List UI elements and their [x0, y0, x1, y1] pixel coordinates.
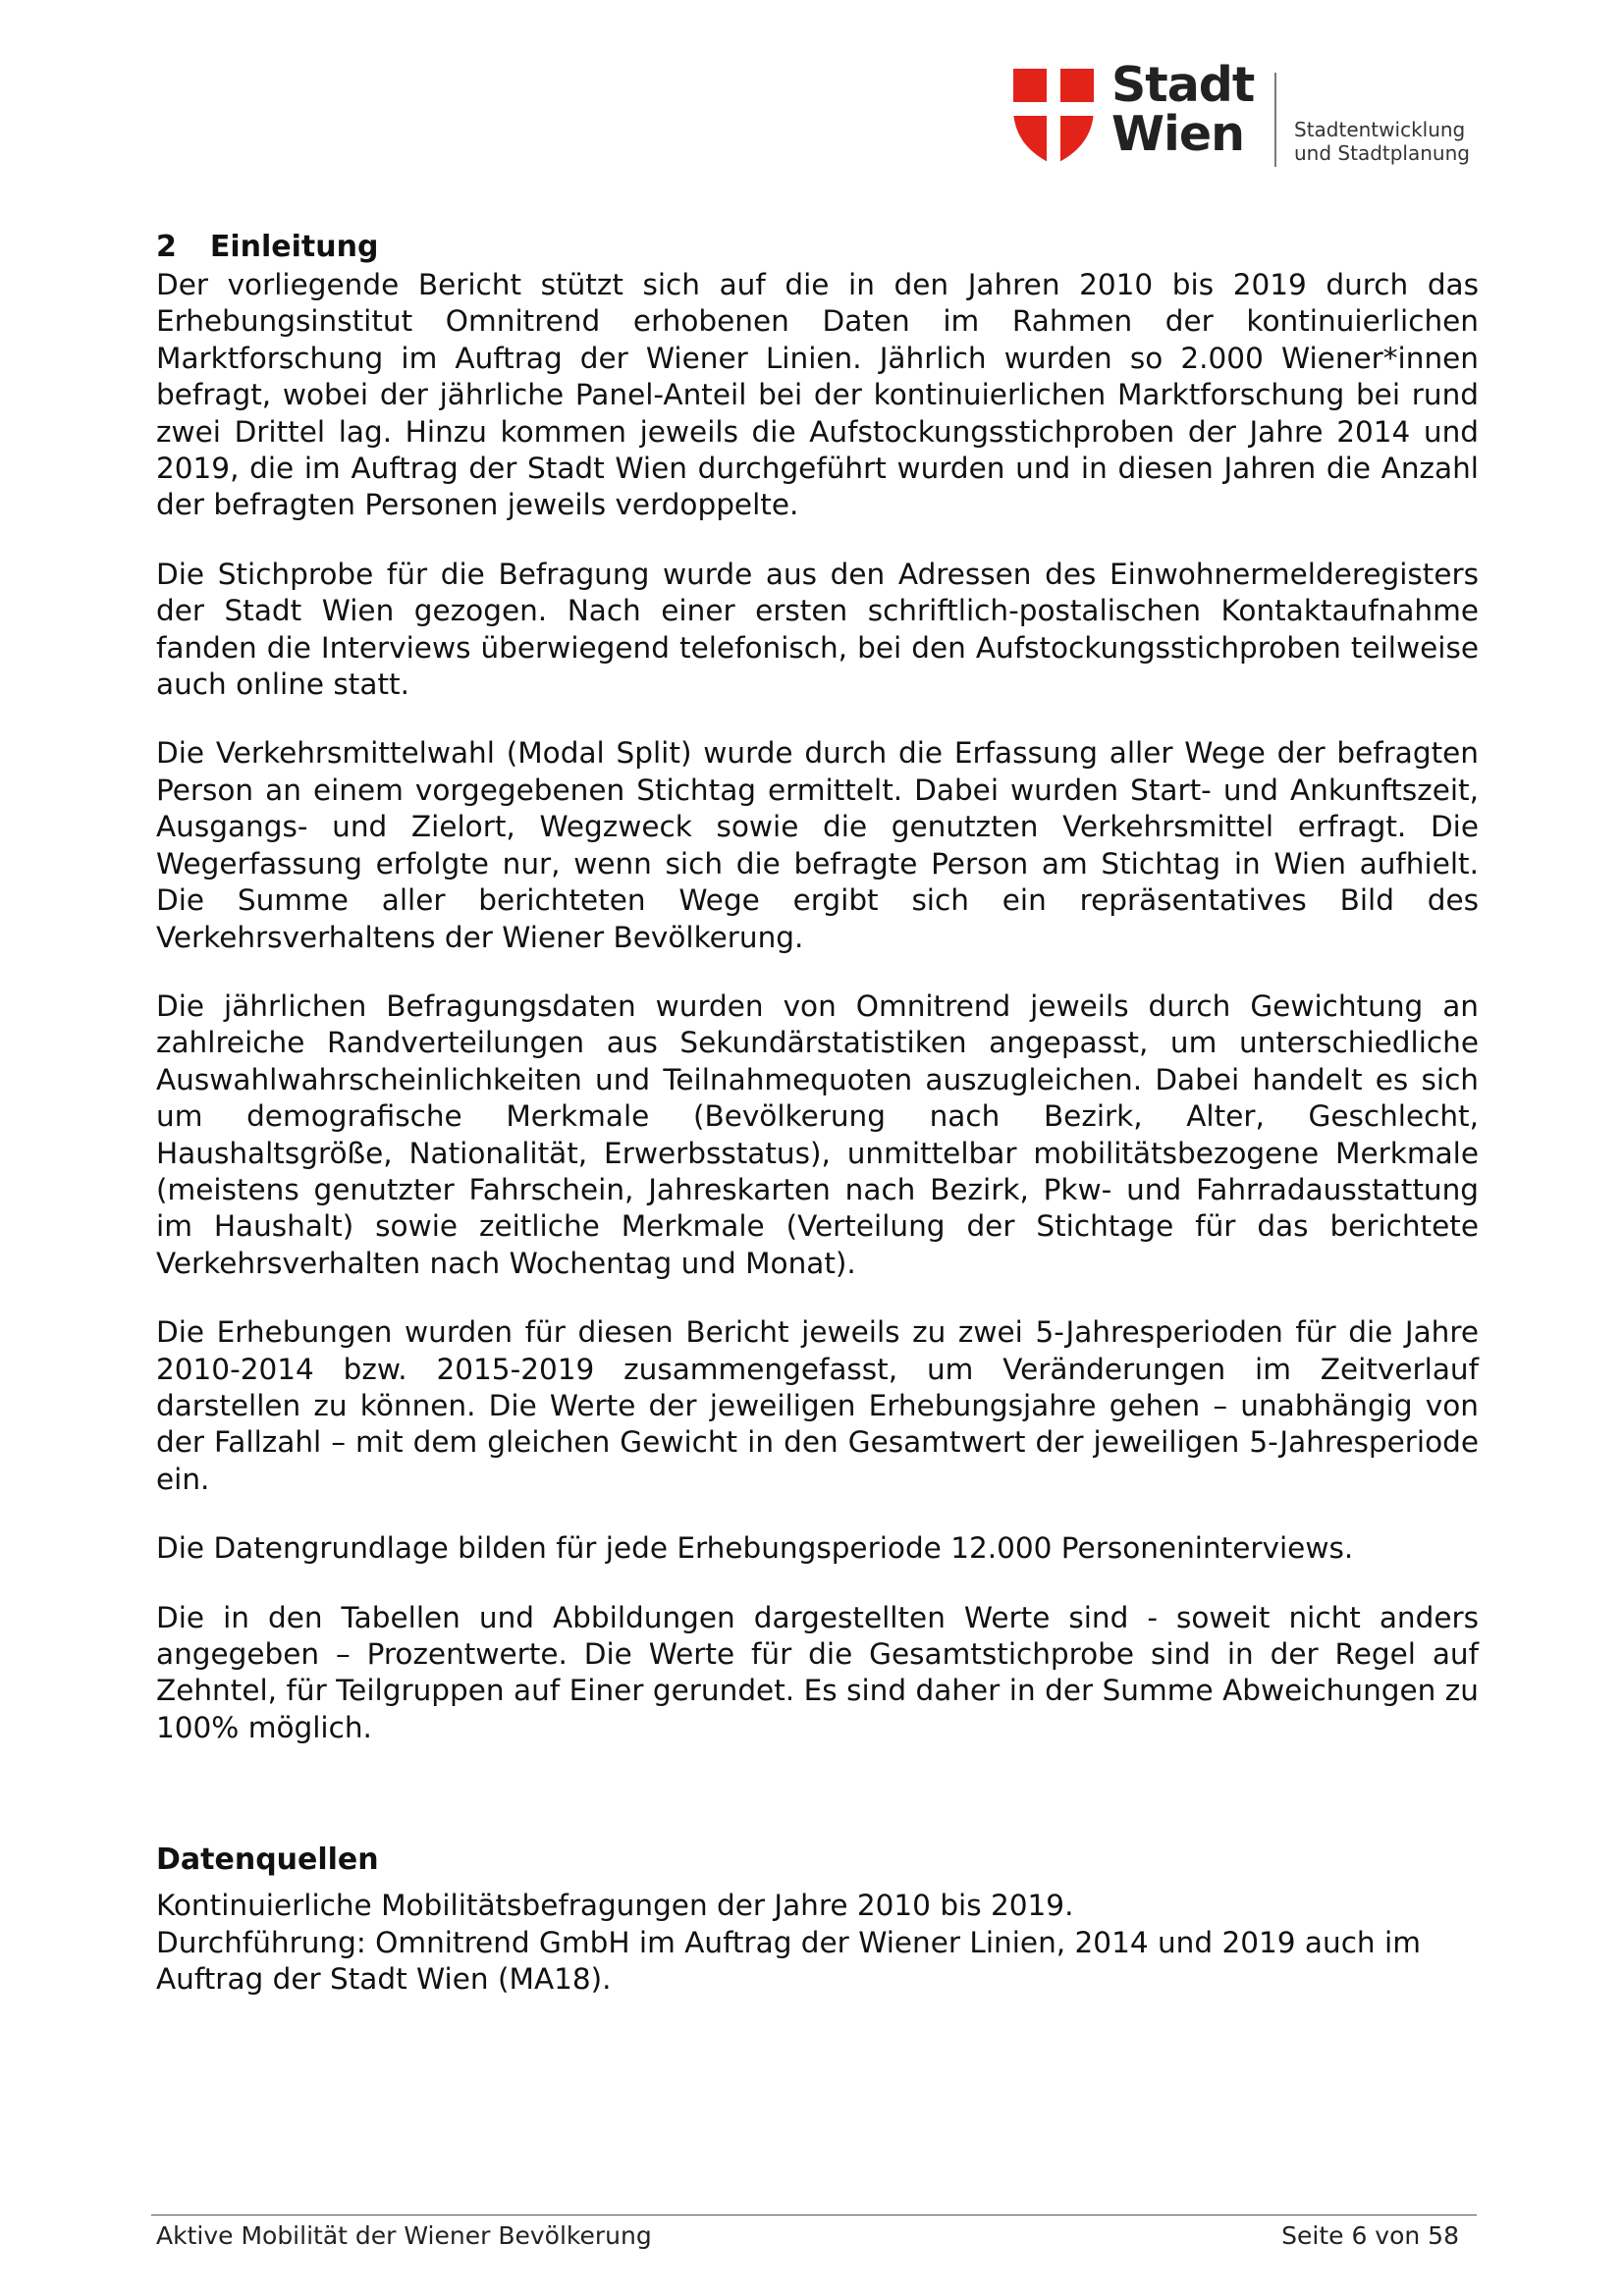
paragraph-7: Die in den Tabellen und Abbildungen dargestellten Werte sind - soweit nicht anders angegeben – Prozentwerte. Die Werte für die Gesamtstichprobe sind in der Regel auf Zehntel, für Teilgruppen auf Einer gerundet. Es sind daher in der Summe Abweichungen zu 100% möglich.	[156, 1600, 1479, 1744]
document-body	[156, 228, 1479, 1998]
paragraph-3: Die Verkehrsmittelwahl (Modal Split) wurde durch die Erfassung aller Wege der befragten Person an einem vorgegebenen Stichtag ermittelt. Dabei wurden Start- und Ankunftszeit, Ausgangs- und Zielort, Wegzweck sowie die genutzten Verkehrsmittel erfragt. Die Wegerfassung erfolgte nur, wenn sich die befragte Person am Stichtag in Wien aufhielt. Die Summe aller berichteten Wege ergibt sich ein repräsentatives Bild des Verkehrsverhaltens der Wiener Bevölkerung.	[156, 736, 1479, 954]
footer-page-number: Seite 6 von 58	[1281, 2221, 1459, 2250]
section-heading	[156, 228, 1479, 267]
vienna-shield-icon	[1013, 69, 1094, 165]
sources-line-1: Kontinuierliche Mobilitätsbefragungen der Jahre 2010 bis 2019.	[156, 1889, 1074, 1923]
section-number: 2	[156, 230, 177, 264]
logo-divider	[1274, 73, 1276, 167]
logo-dept-line1: Stadtentwicklung	[1294, 118, 1466, 141]
paragraph-6: Die Datengrundlage bilden für jede Erhebungsperiode 12.000 Personeninterviews.	[156, 1531, 1354, 1566]
logo-dept-line2: und Stadtplanung	[1294, 141, 1470, 165]
paragraph-1: Der vorliegende Bericht stützt sich auf die in den Jahren 2010 bis 2019 durch das Erhebungsinstitut Omnitrend erhobenen Daten im Rahmen der kontinuierlichen Marktforschung im Auftrag der Wiener Linien. Jährlich wurden so 2.000 Wiener*innen befragt, wobei der jährliche Panel-Anteil bei der kontinuierlichen Marktforschung bei rund zwei Drittel lag. Hinzu kommen jeweils die Aufstockungsstichproben der Jahre 2014 und 2019, die im Auftrag der Stadt Wien durchgeführt wurden und in diesen Jahren die Anzahl der befragten Personen jeweils verdoppelte.	[156, 268, 1479, 522]
sources-line-2: Durchführung: Omnitrend GmbH im Auftrag der Wiener Linien, 2014 und 2019 auch im Auftrag der Stadt Wien (MA18).	[156, 1925, 1421, 1997]
paragraph-4: Die jährlichen Befragungsdaten wurden von Omnitrend jeweils durch Gewichtung an zahlreiche Randverteilungen aus Sekundärstatistiken angepasst, um unterschiedliche Auswahlwahrscheinlichkeiten und Teilnahmequoten auszugleichen. Dabei handelt es sich um demografische Merkmale (Bevölkerung nach Bezirk, Alter, Geschlecht, Haushaltsgröße, Nationalität, Erwerbsstatus), unmittelbar mobilitätsbezogene Merkmale (meistens genutzter Fahrschein, Jahreskarten nach Bezirk, Pkw- und Fahrradausstattung im Haushalt) sowie zeitliche Merkmale (Verteilung der Stichtage für das berichtete Verkehrsverhalten nach Wochentag und Monat).	[156, 988, 1479, 1280]
paragraph-2: Die Stichprobe für die Befragung wurde aus den Adressen des Einwohnermelderegisters der Stadt Wien gezogen. Nach einer ersten schriftlich-postalischen Kontaktaufnahme fanden die Interviews überwiegend telefonisch, bei den Aufstockungsstichproben teilweise auch online statt.	[156, 557, 1479, 702]
paragraph-5: Die Erhebungen wurden für diesen Bericht jeweils zu zwei 5-Jahresperioden für die Jahre 2010-2014 bzw. 2015-2019 zusammengefasst, um Veränderungen im Zeitverlauf darstellen zu können. Die Werte der jeweiligen Erhebungsjahre gehen – unabhängig von der Fallzahl – mit dem gleichen Gewicht in den Gesamtwert der jeweiligen 5-Jahresperiode ein.	[156, 1315, 1479, 1496]
stadt-wien-logo	[1013, 57, 1475, 177]
footer-document-title: Aktive Mobilität der Wiener Bevölkerung	[156, 2221, 652, 2250]
sources-heading: Datenquellen	[156, 1842, 379, 1878]
logo-line-wien: Wien	[1111, 106, 1244, 162]
logo-wordmark	[1111, 57, 1255, 162]
section-title: Einleitung	[209, 230, 379, 264]
footer-divider	[151, 2215, 1477, 2216]
logo-line-stadt: Stadt	[1111, 57, 1255, 113]
logo-department	[1294, 118, 1470, 165]
